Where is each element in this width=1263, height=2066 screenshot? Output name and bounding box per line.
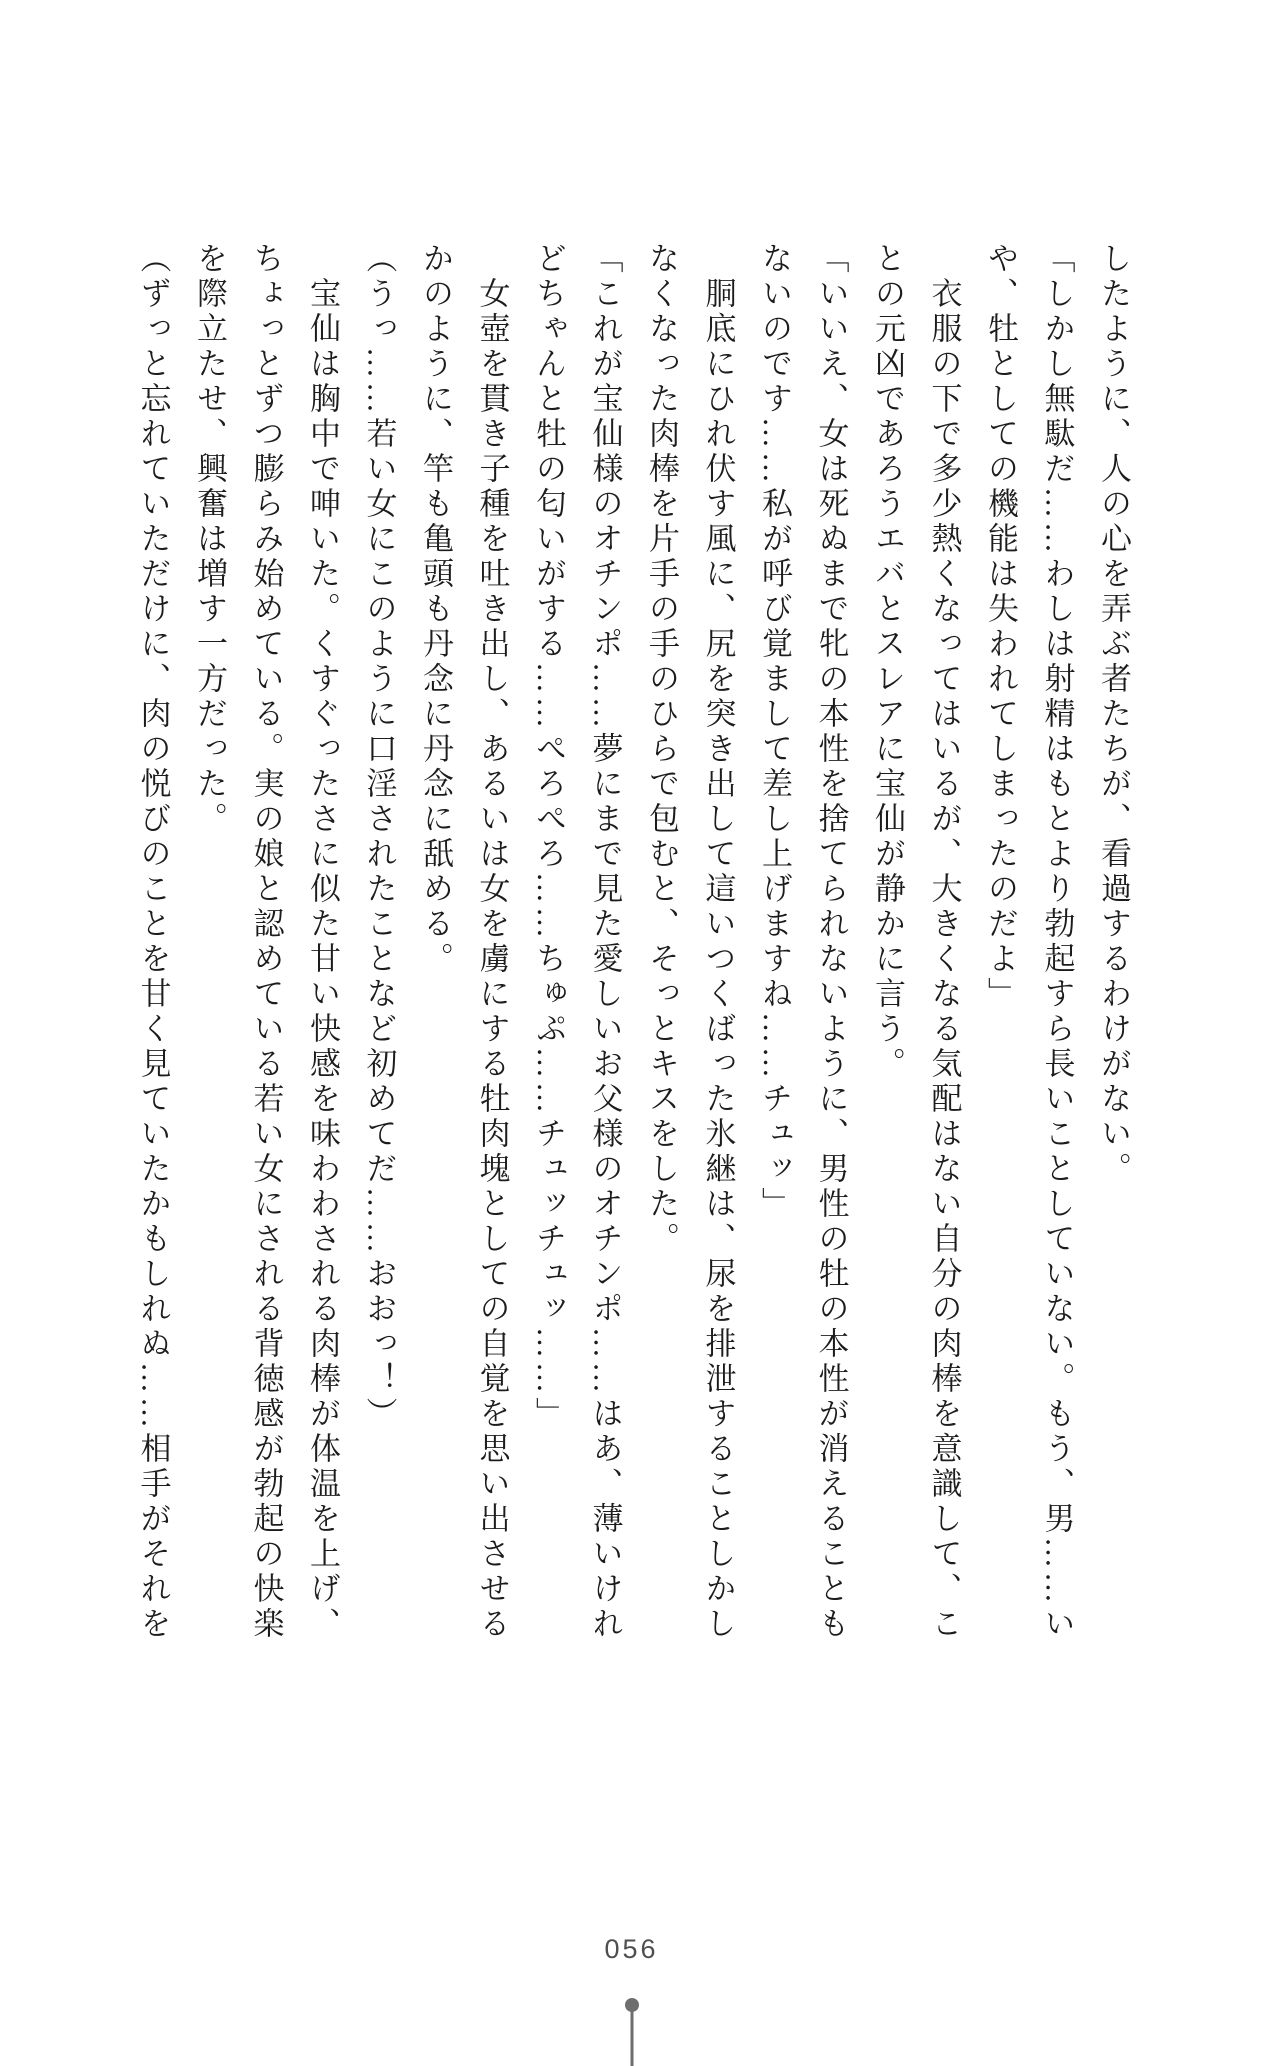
footer-rule [630, 2008, 633, 2066]
text-line: したように、人の心を弄ぶ者たちが、看過するわけがない。 [1096, 242, 1131, 1187]
text-line: 女壺を貫き子種を吐き出し、あるいは女を虜にする牡肉塊としての自覚を思い出させる [474, 242, 510, 1642]
text-line: 「これが宝仙様のオチンポ……夢にまで見た愛しいお父様のオチンポ……はあ、薄いけれ [587, 242, 623, 1642]
text-line: 宝仙は胸中で呻いた。くすぐったさに似た甘い快感を味わわされる肉棒が体温を上げ、 [305, 242, 340, 1642]
text-line: （ずっと忘れていただけに、肉の悦びのことを甘く見ていたかもしれぬ……相手がそれを [135, 242, 171, 1642]
text-line: や、牡としての機能は失われてしまったのだよ」 [983, 242, 1018, 1012]
text-line: を際立たせ、興奮は増す一方だった。 [192, 242, 227, 837]
text-line: との元凶であろうエバとスレアに宝仙が静かに言う。 [870, 242, 905, 1082]
text-line: どちゃんと牡の匂いがする……ぺろぺろ……ちゅぷ……チュッチュッ……」 [531, 242, 566, 1432]
text-line: 「いいえ、女は死ぬまで牝の本性を捨てられないように、男性の牡の本性が消えることも [813, 242, 849, 1642]
vertical-text-block [124, 242, 1141, 1642]
text-line: ちょっとずつ膨らみ始めている。実の娘と認めている若い女にされる背徳感が勃起の快楽 [248, 242, 284, 1642]
text-line: 「しかし無駄だ……わしは射精はもとより勃起すら長いことしていない。もう、男……い [1039, 242, 1075, 1642]
text-line: 胴底にひれ伏す風に、尻を突き出して這いつくばった氷継は、尿を排泄することしかし [700, 242, 736, 1642]
text-line: かのように、竿も亀頭も丹念に丹念に舐める。 [418, 242, 453, 977]
page-number: 056 [604, 1934, 659, 1964]
text-line: なくなった肉棒を片手の手のひらで包むと、そっとキスをした。 [644, 242, 679, 1257]
text-line: 衣服の下で多少熱くなってはいるが、大きくなる気配はない自分の肉棒を意識して、こ [926, 242, 962, 1642]
text-line: ないのです……私が呼び覚まして差し上げますね……チュッ」 [757, 242, 792, 1222]
text-line: （うっ……若い女にこのように口淫されたことなど初めてだ……おおっ！） [361, 242, 397, 1432]
